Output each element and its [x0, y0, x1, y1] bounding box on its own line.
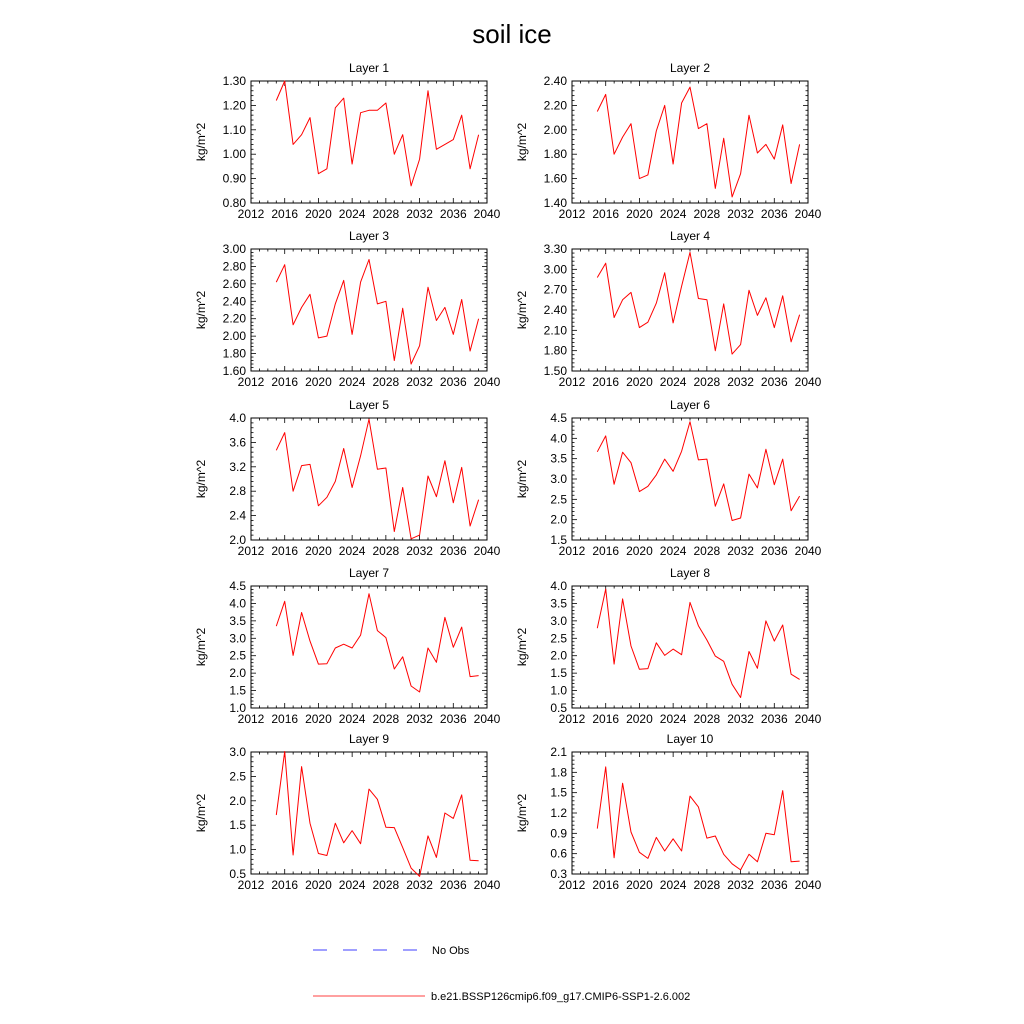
panel-layer-8	[515, 566, 822, 726]
y-tick-label: 4.0	[550, 579, 567, 593]
y-tick-label: 4.5	[229, 579, 246, 593]
x-tick-label: 2024	[659, 878, 687, 892]
y-axis-label: kg/m^2	[194, 290, 208, 330]
x-tick-label: 2016	[592, 207, 620, 221]
y-tick-label: 1.0	[550, 683, 567, 698]
x-tick-label: 2016	[592, 878, 620, 892]
y-tick-label: 2.0	[229, 666, 246, 681]
x-tick-label: 2028	[693, 878, 721, 892]
y-tick-label: 0.9	[550, 826, 567, 841]
y-tick-label: 1.40	[543, 196, 567, 210]
x-tick-label: 2012	[558, 375, 586, 389]
x-tick-label: 2012	[558, 544, 586, 558]
y-axis-label: kg/m^2	[515, 793, 529, 833]
y-tick-label: 2.4	[229, 508, 246, 523]
y-tick-label: 1.80	[543, 343, 567, 358]
panel-title: Layer 6	[669, 398, 711, 412]
x-tick-label: 2020	[305, 878, 332, 892]
x-tick-label: 2016	[271, 878, 299, 892]
y-tick-label: 2.0	[229, 793, 246, 808]
x-tick-label: 2032	[727, 207, 754, 221]
panel-title: Layer 1	[348, 61, 390, 75]
y-tick-label: 4.0	[229, 596, 246, 611]
panel-title: Layer 3	[348, 229, 390, 243]
y-tick-label: 1.0	[229, 701, 246, 715]
y-tick-label: 3.30	[543, 242, 567, 256]
plot-frame	[251, 586, 487, 708]
x-tick-label: 2012	[237, 375, 265, 389]
y-tick-label: 2.10	[543, 323, 567, 338]
plot-frame	[572, 752, 808, 874]
panel-layer-3	[194, 229, 501, 389]
x-tick-label: 2040	[794, 375, 822, 389]
y-tick-label: 3.00	[222, 242, 246, 256]
x-tick-label: 2012	[237, 712, 265, 726]
x-tick-label: 2028	[372, 712, 400, 726]
x-tick-label: 2028	[372, 878, 400, 892]
y-axis-label: kg/m^2	[194, 122, 208, 162]
x-tick-label: 2040	[794, 712, 822, 726]
y-tick-label: 2.8	[229, 484, 246, 499]
x-tick-label: 2036	[439, 544, 467, 558]
x-tick-label: 2036	[439, 878, 467, 892]
plot-frame	[572, 249, 808, 371]
x-tick-label: 2016	[271, 712, 299, 726]
y-tick-label: 1.80	[543, 147, 567, 162]
y-tick-label: 0.90	[222, 171, 246, 186]
y-tick-label: 1.5	[550, 785, 567, 800]
x-tick-label: 2012	[558, 712, 586, 726]
x-tick-label: 2040	[473, 712, 501, 726]
model-series-line	[597, 589, 799, 697]
model-series-line	[276, 81, 478, 186]
model-series-line	[597, 252, 799, 354]
x-tick-label: 2036	[760, 878, 788, 892]
x-tick-label: 2012	[237, 878, 265, 892]
y-tick-label: 2.00	[543, 122, 567, 137]
x-tick-label: 2020	[626, 712, 653, 726]
x-tick-label: 2040	[794, 544, 822, 558]
x-tick-label: 2024	[659, 544, 687, 558]
legend-obs-label: No Obs	[432, 945, 470, 957]
y-tick-label: 4.0	[229, 411, 246, 425]
x-tick-label: 2012	[558, 207, 586, 221]
y-tick-label: 1.20	[222, 98, 246, 113]
x-tick-label: 2040	[794, 207, 822, 221]
plot-frame	[251, 418, 487, 540]
x-tick-label: 2028	[693, 544, 721, 558]
y-tick-label: 2.5	[550, 492, 567, 507]
model-series-line	[597, 87, 799, 197]
y-tick-label: 3.0	[550, 472, 567, 486]
x-tick-label: 2024	[338, 207, 366, 221]
y-axis-label: kg/m^2	[194, 793, 208, 833]
x-tick-label: 2016	[592, 712, 620, 726]
y-tick-label: 1.5	[550, 666, 567, 681]
y-tick-label: 0.80	[222, 196, 246, 210]
x-tick-label: 2032	[727, 544, 754, 558]
panel-title: Layer 8	[669, 566, 711, 580]
y-tick-label: 3.5	[550, 451, 567, 466]
x-tick-label: 2024	[338, 712, 366, 726]
y-tick-label: 1.5	[229, 683, 246, 698]
x-tick-label: 2028	[693, 375, 721, 389]
y-tick-label: 2.20	[222, 311, 246, 326]
plot-frame	[251, 81, 487, 203]
y-tick-label: 2.70	[543, 282, 567, 297]
y-tick-label: 0.5	[550, 701, 567, 715]
y-tick-label: 0.6	[550, 846, 567, 861]
x-tick-label: 2028	[372, 207, 400, 221]
x-tick-label: 2016	[592, 375, 620, 389]
y-tick-label: 3.00	[543, 262, 567, 277]
x-tick-label: 2036	[760, 375, 788, 389]
panel-title: Layer 10	[666, 732, 714, 746]
y-tick-label: 1.0	[229, 842, 246, 857]
x-tick-label: 2020	[305, 712, 332, 726]
x-tick-label: 2040	[473, 375, 501, 389]
panel-title: Layer 4	[669, 229, 711, 243]
y-tick-label: 1.00	[222, 147, 246, 162]
x-tick-label: 2012	[237, 207, 265, 221]
x-tick-label: 2032	[406, 712, 433, 726]
y-axis-label: kg/m^2	[515, 122, 529, 162]
x-tick-label: 2024	[338, 544, 366, 558]
x-tick-label: 2032	[727, 878, 754, 892]
y-tick-label: 0.3	[550, 867, 567, 881]
x-tick-label: 2024	[338, 375, 366, 389]
x-tick-label: 2012	[237, 544, 265, 558]
y-tick-label: 0.5	[229, 867, 246, 881]
y-tick-label: 4.0	[550, 431, 567, 446]
x-tick-label: 2020	[626, 207, 653, 221]
panel-layer-6	[515, 398, 822, 558]
panel-layer-4	[515, 229, 822, 389]
panel-title: Layer 9	[348, 732, 390, 746]
x-tick-label: 2040	[473, 878, 501, 892]
y-axis-label: kg/m^2	[194, 627, 208, 667]
y-tick-label: 2.0	[550, 648, 567, 663]
y-tick-label: 2.5	[229, 769, 246, 784]
x-tick-label: 2036	[439, 712, 467, 726]
x-tick-label: 2032	[406, 375, 433, 389]
y-tick-label: 1.10	[222, 122, 246, 137]
y-tick-label: 2.40	[543, 74, 567, 88]
x-tick-label: 2020	[305, 544, 332, 558]
y-tick-label: 2.20	[543, 98, 567, 113]
plot-frame	[572, 81, 808, 203]
y-tick-label: 3.6	[229, 435, 246, 450]
y-tick-label: 1.30	[222, 74, 246, 88]
x-tick-label: 2032	[727, 375, 754, 389]
y-tick-label: 3.2	[229, 459, 246, 474]
y-tick-label: 2.00	[222, 329, 246, 344]
x-tick-label: 2036	[760, 207, 788, 221]
y-tick-label: 1.5	[550, 533, 567, 547]
model-series-line	[597, 767, 799, 870]
x-tick-label: 2024	[338, 878, 366, 892]
x-tick-label: 2020	[305, 375, 332, 389]
plot-frame	[251, 249, 487, 371]
panel-title: Layer 2	[669, 61, 711, 75]
y-tick-label: 3.0	[229, 631, 246, 646]
x-tick-label: 2040	[794, 878, 822, 892]
y-tick-label: 3.0	[229, 745, 246, 759]
panel-grid	[194, 61, 822, 892]
panel-layer-2	[515, 61, 822, 221]
y-tick-label: 2.5	[229, 648, 246, 663]
y-axis-label: kg/m^2	[515, 627, 529, 667]
panel-title: Layer 7	[348, 566, 390, 580]
x-tick-label: 2032	[406, 878, 433, 892]
x-tick-label: 2024	[659, 712, 687, 726]
x-tick-label: 2032	[406, 207, 433, 221]
y-tick-label: 2.60	[222, 276, 246, 291]
y-tick-label: 3.0	[550, 613, 567, 628]
y-axis-label: kg/m^2	[515, 459, 529, 499]
y-tick-label: 2.0	[229, 533, 246, 547]
model-series-line	[597, 422, 799, 521]
x-tick-label: 2040	[473, 207, 501, 221]
model-series-line	[276, 260, 478, 365]
y-tick-label: 2.5	[550, 631, 567, 646]
x-tick-label: 2028	[693, 207, 721, 221]
y-tick-label: 1.2	[550, 806, 567, 820]
x-tick-label: 2036	[439, 207, 467, 221]
legend-model-label: b.e21.BSSP126cmip6.f09_g17.CMIP6-SSP1-2.6.002	[431, 991, 691, 1003]
y-tick-label: 1.5	[229, 818, 246, 833]
model-series-line	[276, 752, 478, 877]
x-tick-label: 2028	[372, 544, 400, 558]
y-tick-label: 2.40	[222, 294, 246, 309]
x-tick-label: 2016	[271, 207, 299, 221]
x-tick-label: 2020	[626, 375, 653, 389]
y-tick-label: 3.5	[550, 596, 567, 611]
x-tick-label: 2028	[693, 712, 721, 726]
y-tick-label: 2.0	[550, 512, 567, 527]
model-series-line	[276, 594, 478, 692]
y-tick-label: 2.80	[222, 259, 246, 274]
x-tick-label: 2016	[271, 544, 299, 558]
panel-layer-7	[194, 566, 501, 726]
x-tick-label: 2024	[659, 375, 687, 389]
y-tick-label: 1.60	[222, 364, 246, 378]
y-tick-label: 1.8	[550, 765, 567, 780]
y-tick-label: 4.5	[550, 411, 567, 425]
y-axis-label: kg/m^2	[515, 290, 529, 330]
x-tick-label: 2032	[406, 544, 433, 558]
panel-layer-10	[515, 732, 822, 892]
y-tick-label: 2.1	[550, 745, 567, 759]
panel-layer-1	[194, 61, 501, 221]
x-tick-label: 2032	[727, 712, 754, 726]
x-tick-label: 2036	[760, 544, 788, 558]
x-tick-label: 2016	[271, 375, 299, 389]
panel-title: Layer 5	[348, 398, 390, 412]
x-tick-label: 2036	[760, 712, 788, 726]
y-tick-label: 1.80	[222, 346, 246, 361]
y-axis-label: kg/m^2	[194, 459, 208, 499]
x-tick-label: 2020	[305, 207, 332, 221]
x-tick-label: 2028	[372, 375, 400, 389]
figure-title: soil ice	[472, 19, 552, 49]
x-tick-label: 2020	[626, 544, 653, 558]
x-tick-label: 2040	[473, 544, 501, 558]
x-tick-label: 2016	[592, 544, 620, 558]
x-tick-label: 2024	[659, 207, 687, 221]
model-series-line	[276, 419, 478, 539]
x-tick-label: 2012	[558, 878, 586, 892]
x-tick-label: 2036	[439, 375, 467, 389]
panel-layer-9	[194, 732, 501, 892]
y-tick-label: 2.40	[543, 303, 567, 317]
legend	[313, 945, 690, 1003]
x-tick-label: 2020	[626, 878, 653, 892]
y-tick-label: 1.60	[543, 171, 567, 186]
panel-layer-5	[194, 398, 501, 558]
y-tick-label: 3.5	[229, 613, 246, 628]
y-tick-label: 1.50	[543, 364, 567, 378]
